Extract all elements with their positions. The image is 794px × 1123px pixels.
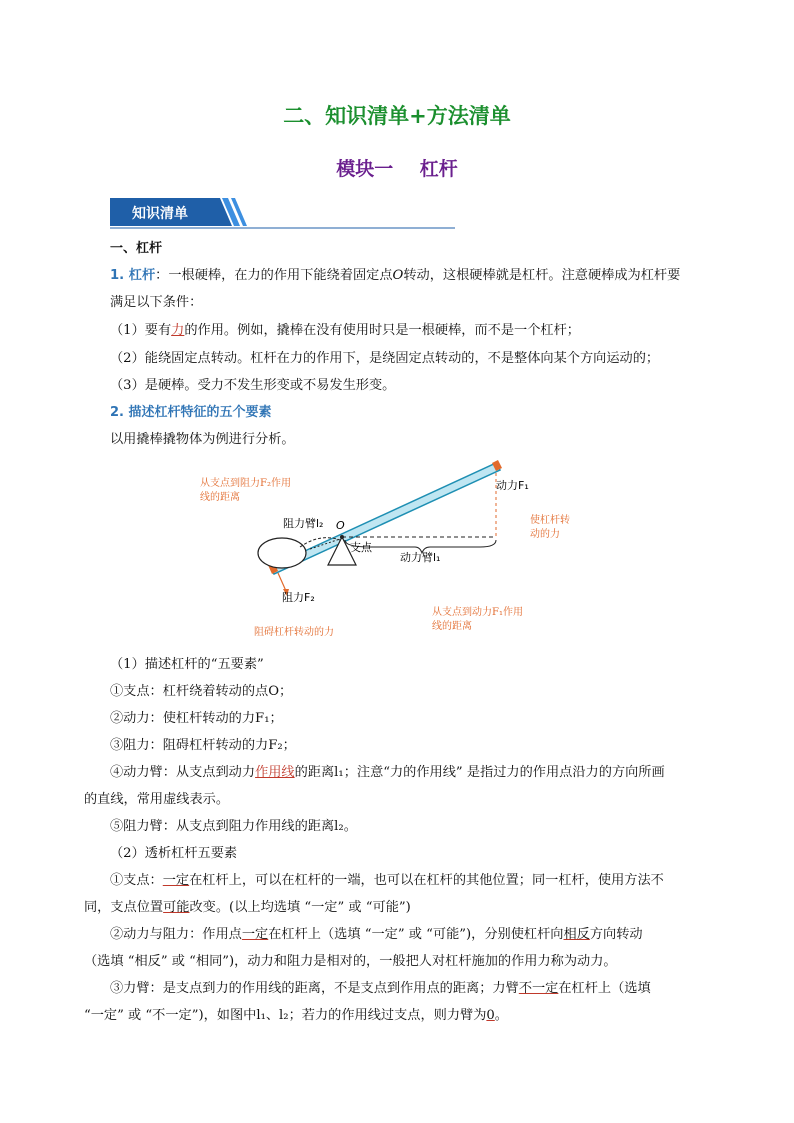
module-title: 模块一 杠杆 [336,158,458,180]
annot-resist-force: 阻碍杠杆转动的力 [254,627,334,638]
analysis-3-cont [84,1007,508,1025]
text: 在杠杆上，可以在杠杆的一端，也可以在杠杆的其他位置；同一杠杆，使用方法不 [189,873,664,888]
text: “一定” 或 “不一定”)，如图中l₁、l₂；若力的作用线过支点，则力臂为 [84,1008,487,1023]
text: 方向转动 [589,927,643,942]
label-resist-force: 阻力F₂ [282,591,315,604]
blank-answer: 可能 [163,900,190,915]
text: 在杠杆上（选填 “一定” 或 “可能”)，分别使杠杆向 [268,927,564,942]
banner-label: 知识清单 [132,206,188,222]
text: ①支点： [110,873,163,888]
element-2: ②动力：使杠杆转动的力F₁； [110,711,283,726]
text: 改变。(以上均选填 “一定” 或 “可能”) [189,900,411,915]
blank-answer: 作用线 [255,765,295,780]
text: 的作用。例如，撬棒在没有使用时只是一根硬棒，而不是一个杠杆； [184,323,580,338]
annot-resist-arm-2: 线的距离 [200,492,240,503]
label-fulcrum: 支点 [350,541,372,554]
analysis-2 [110,926,643,944]
annot-effort-arm-2: 线的距离 [432,621,472,632]
point-o: O [392,268,404,283]
condition-3: （3）是硬棒。受力不发生形变或不易发生形变。 [110,378,396,393]
label-effort-arm: 动力臂l₁ [400,551,441,564]
text: 。 [494,1008,508,1023]
text: 同，支点位置 [84,900,164,915]
label-resist-arm: 阻力臂l₂ [283,517,324,530]
text: （1）要有 [110,323,172,338]
text: 在杠杆上（选填 [558,981,651,996]
element-4 [110,764,665,782]
element-4-cont: 的直线，常用虚线表示。 [84,792,230,807]
rock [258,538,306,568]
blank-answer: 力 [171,323,185,338]
text: ：一根硬棒，在力的作用下能绕着固定点 [155,268,393,283]
text: ③力臂：是支点到力的作用线的距离，不是支点到作用点的距离；力臂 [110,981,519,996]
term-lever: 1. 杠杆 [110,268,156,283]
analysis-1 [110,872,664,890]
text: 的距离l₁；注意“力的作用线” 是指过力的作用点沿力的方向所画 [294,765,665,780]
section-heading: 一、杠杆 [110,241,163,256]
label-o: O [336,519,345,532]
element-3: ③阻力：阻碍杠杆转动的力F₂； [110,738,296,753]
blank-answer: 0 [486,1008,495,1023]
condition-1 [110,322,580,340]
page-title: 二、知识清单+方法清单 [283,104,511,128]
condition-2: （2）能绕固定点转动。杠杆在力的作用下，是绕固定点转动的，不是整体向某个方向运动的； [110,351,660,366]
blank-answer: 一定 [162,873,190,888]
subsection-heading: 2. 描述杠杆特征的五个要素 [110,405,272,420]
blank-answer: 不一定 [518,981,559,996]
paragraph-line: 满足以下条件： [110,295,203,310]
lever-diagram [190,455,610,645]
analysis-heading: （2）透析杠杆五要素 [110,846,238,861]
analysis-2-cont: （选填 “相反” 或 “相同”)，动力和阻力是相对的，一般把人对杠杆施加的作用力称为动力。 [84,954,617,969]
annot-resist-arm-1: 从支点到阻力F₂作用 [200,478,291,489]
annot-effort-2: 动的力 [530,529,560,540]
blank-answer: 一定 [241,927,269,942]
intro-text: 以用撬棒撬物体为例进行分析。 [110,432,295,447]
text: 转动，这根硬棒就是杠杆。注意硬棒成为杠杆要 [403,268,681,283]
annot-effort-arm-1: 从支点到动力F₁作用 [432,607,523,618]
element-5: ⑤阻力臂：从支点到阻力作用线的距离l₂。 [110,819,357,834]
analysis-1-cont [84,899,411,917]
text: ②动力与阻力：作用点 [110,927,242,942]
blank-answer: 相反 [563,927,590,942]
label-effort-force: 动力F₁ [496,479,529,492]
paragraph-lever-def [110,267,680,285]
element-1: ①支点：杠杆绕着转动的点O； [110,684,293,699]
analysis-3 [110,980,651,998]
text: ④动力臂：从支点到动力 [110,765,256,780]
five-elements-heading: （1）描述杠杆的“五要素” [110,657,264,672]
annot-effort-1: 使杠杆转 [530,515,570,526]
